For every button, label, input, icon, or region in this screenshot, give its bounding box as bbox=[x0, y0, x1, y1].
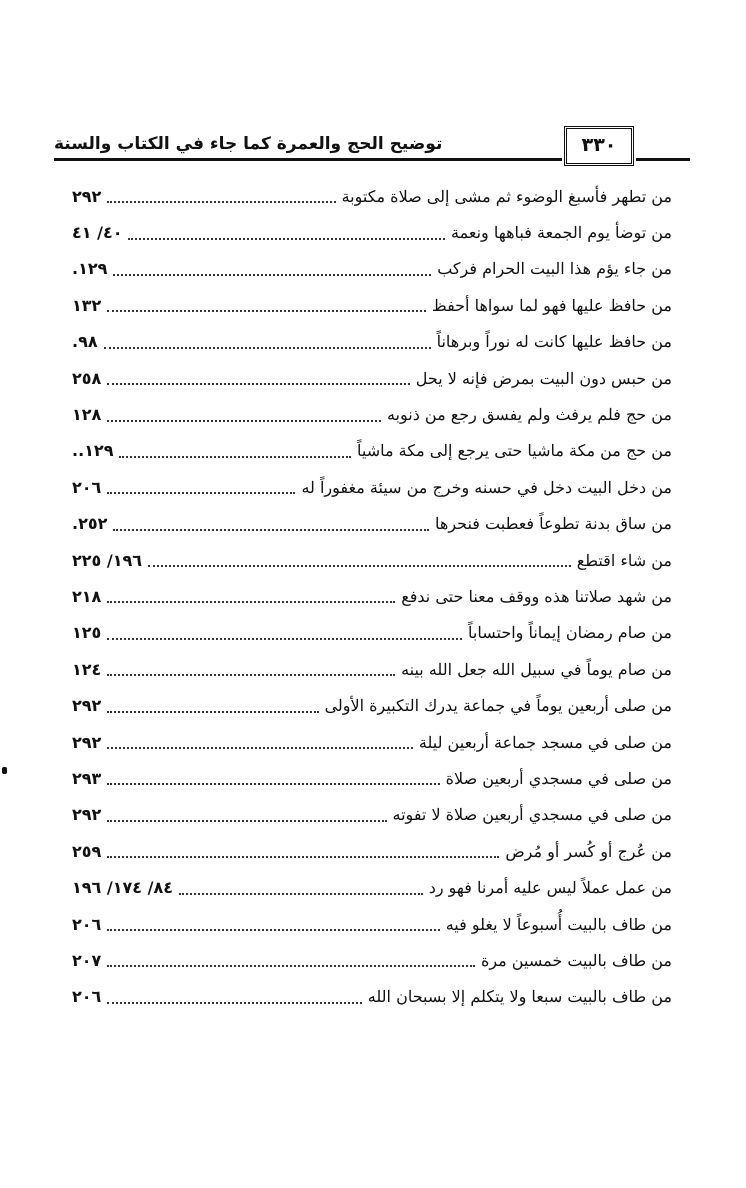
index-entry bbox=[72, 360, 672, 396]
header-rule bbox=[636, 158, 690, 161]
entry-text: من طاف بالبيت خمسين مرة bbox=[480, 950, 672, 970]
entry-text: من طاف بالبيت أُسبوعاً لا يغلو فيه bbox=[445, 914, 672, 934]
dot-leader bbox=[107, 783, 439, 785]
entry-text: من صام رمضان إيماناً واحتساباً bbox=[468, 623, 672, 643]
index-entry bbox=[72, 760, 672, 796]
index-entry bbox=[72, 651, 672, 687]
margin-mark bbox=[2, 767, 7, 774]
entry-text: من تطهر فأسبغ الوضوء ثم مشى إلى صلاة مكتوبة bbox=[341, 186, 672, 206]
index-entry bbox=[72, 178, 672, 214]
index-entry bbox=[72, 214, 672, 250]
entry-page-numbers: ٢٠٦ bbox=[72, 914, 102, 934]
entry-page-numbers: ٢٩٢ bbox=[72, 732, 102, 752]
dot-leader bbox=[104, 347, 431, 349]
index-entry bbox=[72, 797, 672, 833]
dot-leader bbox=[107, 420, 381, 422]
entry-text: من حافظ عليها فهو لما سواها أحفظ bbox=[431, 295, 672, 315]
index-entry bbox=[72, 724, 672, 760]
entry-text: من دخل البيت دخل في حسنه وخرج من سيئة مغفوراً له bbox=[301, 477, 672, 497]
dot-leader bbox=[107, 856, 499, 858]
entry-text: من جاء يؤم هذا البيت الحرام فركب bbox=[437, 259, 672, 279]
entry-page-numbers: ٢٠٧ bbox=[72, 950, 102, 970]
entry-page-numbers: ٢٩٢ bbox=[72, 805, 102, 825]
entry-page-numbers: ٨٤/ ١٧٤/ ١٩٦ bbox=[72, 878, 173, 898]
dot-leader bbox=[107, 601, 395, 603]
index-entry bbox=[72, 433, 672, 469]
dot-leader bbox=[113, 274, 431, 276]
dot-leader bbox=[107, 638, 462, 640]
dot-leader bbox=[107, 1002, 361, 1004]
dot-leader bbox=[179, 893, 423, 895]
dot-leader bbox=[107, 965, 475, 967]
index-entry bbox=[72, 906, 672, 942]
entry-page-numbers: ١٣٢ bbox=[72, 295, 102, 315]
dot-leader bbox=[107, 674, 395, 676]
dot-leader bbox=[107, 820, 386, 822]
hadith-index-list bbox=[72, 178, 672, 1015]
dot-leader bbox=[113, 529, 429, 531]
dot-leader bbox=[107, 747, 413, 749]
entry-page-numbers: ١٢٤ bbox=[72, 659, 102, 679]
dot-leader bbox=[107, 310, 426, 312]
entry-text: من صام يوماً في سبيل الله جعل الله بينه bbox=[401, 659, 672, 679]
entry-text: من صلى في مسجد جماعة أربعين ليلة bbox=[418, 732, 672, 752]
index-entry bbox=[72, 324, 672, 360]
index-entry bbox=[72, 687, 672, 723]
entry-page-numbers: ٢٩٢ bbox=[72, 696, 102, 716]
index-entry bbox=[72, 979, 672, 1015]
entry-text: من ساق بدنة تطوعاً فعطبت فنحرها bbox=[435, 514, 672, 534]
index-entry bbox=[72, 578, 672, 614]
index-entry bbox=[72, 287, 672, 323]
entry-page-numbers: ٢٠٦ bbox=[72, 987, 102, 1007]
dot-leader bbox=[107, 383, 409, 385]
entry-text: من صلى في مسجدي أربعين صلاة bbox=[445, 768, 672, 788]
entry-page-numbers: ١٢٥ bbox=[72, 623, 102, 643]
entry-page-numbers: ٤٠/ ٤١ bbox=[72, 223, 123, 243]
entry-page-numbers: ٢٥٩ bbox=[72, 841, 102, 861]
index-entry bbox=[72, 833, 672, 869]
entry-text: من توضأ يوم الجمعة فباهها ونعمة bbox=[451, 223, 672, 243]
page-number: ٣٣٠ bbox=[564, 126, 634, 166]
entry-text: من حج فلم يرفث ولم يفسق رجع من ذنوبه bbox=[386, 405, 672, 425]
entry-page-numbers: ٢٠٦ bbox=[72, 477, 102, 497]
entry-page-numbers: ٢١٨ bbox=[72, 586, 102, 606]
index-entry bbox=[72, 942, 672, 978]
dot-leader bbox=[107, 711, 318, 713]
dot-leader bbox=[148, 565, 571, 567]
dot-leader bbox=[128, 238, 445, 240]
entry-page-numbers: ٩٨. bbox=[72, 332, 98, 352]
header-rule bbox=[54, 158, 562, 161]
dot-leader bbox=[107, 201, 335, 203]
entry-page-numbers: ٢٩٣ bbox=[72, 768, 102, 788]
entry-page-numbers: ١٩٦/ ٢٢٥ bbox=[72, 550, 143, 570]
entry-page-numbers: ٢٩٢ bbox=[72, 186, 102, 206]
book-title: توضيح الحج والعمرة كما جاء في الكتاب والسنة bbox=[54, 134, 443, 154]
entry-text: من شهد صلاتنا هذه ووقف معنا حتى ندفع bbox=[401, 586, 672, 606]
dot-leader bbox=[119, 456, 351, 458]
dot-leader bbox=[107, 929, 439, 931]
entry-text: من شاء اقتطع bbox=[576, 550, 672, 570]
index-entry bbox=[72, 615, 672, 651]
entry-text: من حبس دون البيت بمرض فإنه لا يحل bbox=[415, 368, 672, 388]
entry-page-numbers: ٢٥٨ bbox=[72, 368, 102, 388]
index-entry bbox=[72, 506, 672, 542]
entry-text: من صلى أربعين يوماً في جماعة يدرك التكبيرة الأولى bbox=[324, 696, 672, 716]
index-entry bbox=[72, 251, 672, 287]
entry-page-numbers: ١٢٨ bbox=[72, 405, 102, 425]
entry-text: من عمل عملاً ليس عليه أمرنا فهو رد bbox=[428, 878, 672, 898]
entry-text: من عُرج أو كُسر أو مُرض bbox=[505, 841, 672, 861]
index-entry bbox=[72, 396, 672, 432]
entry-text: من صلى في مسجدي أربعين صلاة لا تفوته bbox=[392, 805, 672, 825]
entry-text: من حافظ عليها كانت له نوراً وبرهاناً bbox=[436, 332, 672, 352]
entry-page-numbers: ١٢٩. bbox=[72, 259, 108, 279]
entry-page-numbers: ١٢٩.. bbox=[72, 441, 114, 461]
index-entry bbox=[72, 469, 672, 505]
dot-leader bbox=[107, 492, 295, 494]
index-entry bbox=[72, 869, 672, 905]
entry-text: من طاف بالبيت سبعا ولا يتكلم إلا بسبحان الله bbox=[367, 987, 672, 1007]
entry-text: من حج من مكة ماشيا حتى يرجع إلى مكة ماشياً bbox=[357, 441, 672, 461]
running-header bbox=[40, 126, 690, 170]
entry-page-numbers: ٢٥٢. bbox=[72, 514, 108, 534]
index-entry bbox=[72, 542, 672, 578]
